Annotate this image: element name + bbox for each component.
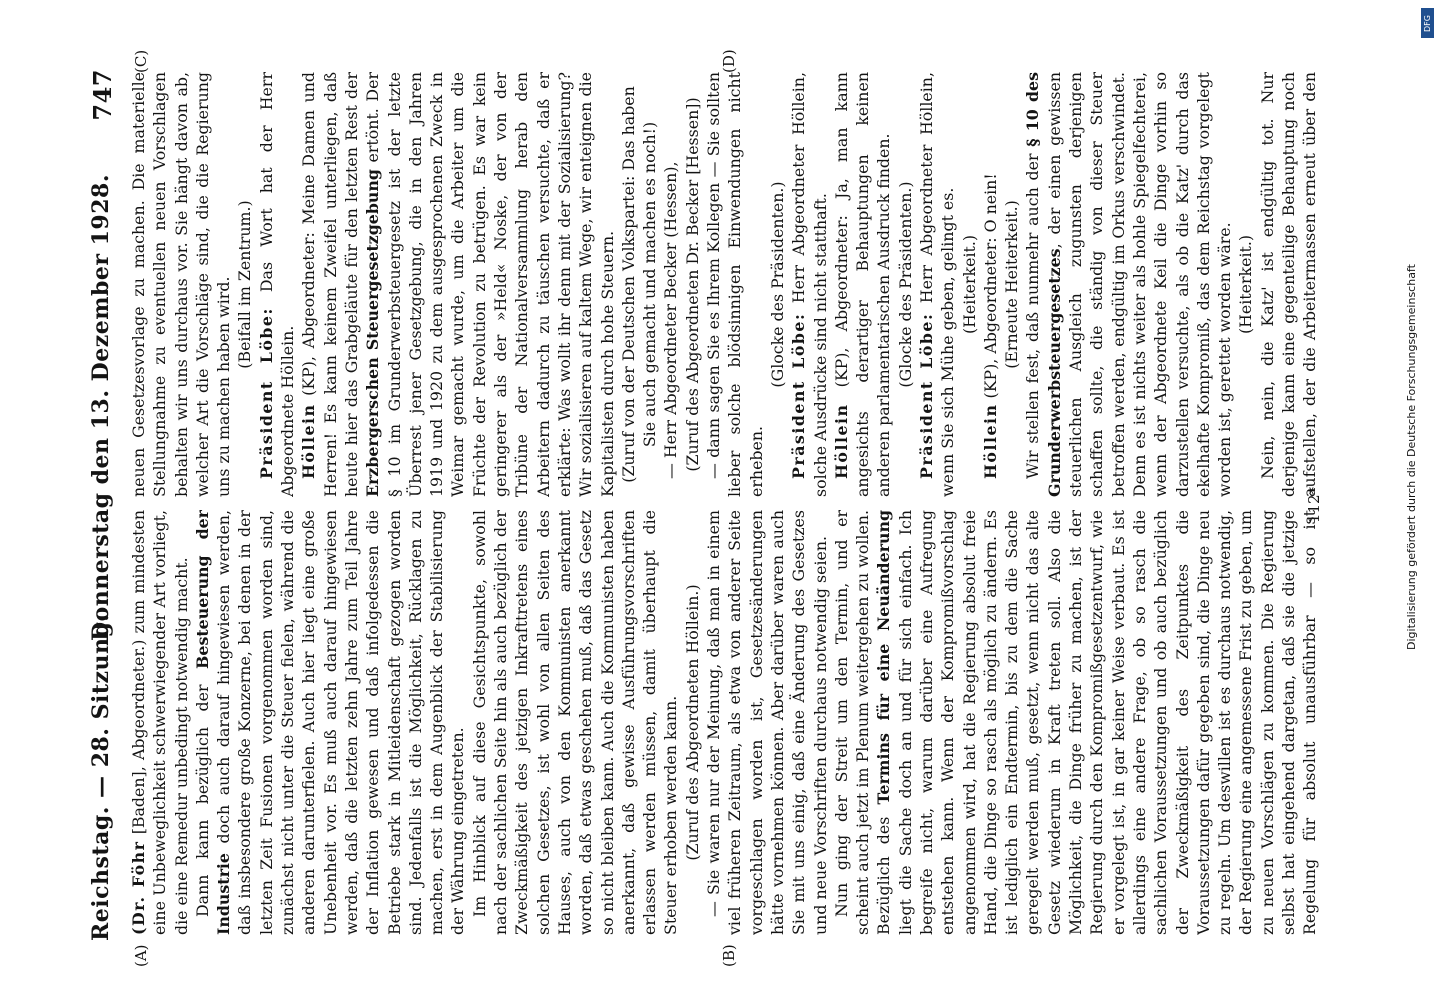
paragraph-text: doch auch darauf hingewiesen werden, daß insbesondere große Konzerne, bei denen in der letzten Zeit Fusionen vorgenommen worden sind, zunächst nicht unter die Steuer fielen, während die anderen darunterfielen. Auch hier liegt eine große Unebenheit vor. Es muß auch darauf hingewiesen werden, daß die letzten zehn Jahre zum Teil Jahre der Inflation gewesen und daß infolgedessen die Betriebe stark in Mitleidenschaft gezogen worden sind. Jedenfalls ist die Möglichkeit, Rücklagen zu machen, erst in dem Augenblick der Stabilisierung der Währung eingetreten. (214, 510, 468, 935)
speaker-name: Präsident Löbe: (256, 307, 276, 479)
paragraph: Im Hinblick auf diese Gesichtspunkte, sowohl nach der sachlichen Seite hin als auch bezüglich der Zweckmäßigkeit des jetzigen Inkrafttretens eines solchen Gesetzes, ist wohl von allen Seiten des Hauses, auch von den Kommunisten anerkannt worden, daß etwas geschehen muß, daß das Gesetz so nicht bleiben kann. Auch die Kommunisten haben anerkannt, daß gewisse Ausführungsvorschriften erlassen werden müssen, damit überhaupt die Steuer erhoben werden kann. (469, 510, 681, 935)
paragraph-text: Wir stellen fest, daß nunmehr auch der (1023, 146, 1043, 479)
page-header (88, 69, 124, 941)
paragraph (980, 72, 1001, 497)
interjection: (Erneute Heiterkeit.) (1002, 200, 1022, 369)
paragraph: — dann sagen Sie es Ihrem Kollegen — Sie sollten lieber solche blödsinnigen Einwendungen nicht erheben. (704, 72, 766, 497)
interjection: (Glocke des Präsidenten.) (767, 181, 787, 388)
paragraph (192, 510, 469, 935)
speaker-name: (Dr. Föhr (129, 840, 148, 935)
paragraph-text: (KP), Abgeordneter: O nein! (980, 173, 1000, 404)
emphasis: § 10 des Grunderwerbsteuergesetzes (1023, 72, 1064, 497)
interjection: (Zuruf von der Deutschen Volkspartei: Das haben Sie auch gemacht und machen es noch!) (618, 86, 660, 483)
dfg-logo-text: DFG (1423, 14, 1432, 32)
paragraph-text: Nun ging der Streit um den Termin, und er scheint auch jetzt im Plenum weitergehen zu wollen. Bezüglich des (831, 510, 894, 935)
paragraph (298, 72, 617, 497)
left-column (128, 510, 1323, 935)
paragraph-text: liegt die Sache doch an und für sich einfach. Ich begreife nicht, warum darüber eine Aufregung entstehen kann. Wenn der Kompromißvorschlag angenommen wird, hat die Regierung absolut freie Hand, die Dinge so rasch als möglich zu ändern. Es ist lediglich ein Endtermin, bis zu dem die Sache geregelt werden muß, gesetzt, wenn nicht das alte Gesetz wiederum in Kraft treten soll. Also die Möglichkeit, die Dinge früher zu machen, ist der Regierung durch den Kompromißgesetzentwurf, wie er vorgelegt ist, in gar keiner Weise verbaut. Es ist allerdings eine andere Frage, ob so rasch die sachlichen Voraussetzungen und ob auch bezüglich der Zweckmäßigkeit des Zeitpunktes die Voraussetzungen dafür gegeben sind, die Dinge neu zu regeln. Um deswillen ist es durchaus notwendig, der Regierung eine angemessene Frist zu geben, um zu neuen Vorschlägen zu kommen. Die Regierung selbst hat eingehend dargetan, daß sie die jetzige Regelung für absolut unausführbar — so ist (895, 510, 1320, 935)
interjection: (Heiterkeit.) (959, 234, 979, 335)
page-footer: 112* (1305, 486, 1323, 524)
header-date: Donnerstag den 13. Dezember 1928. (88, 173, 114, 641)
paragraph: — Herr Abgeordneter Becker (Hessen), (661, 161, 681, 479)
emphasis: Erzbergerschen Steuergesetzgebung (363, 169, 383, 497)
emphasis: Besteuerung der Industrie (192, 510, 234, 935)
paragraph-text: Das Wort hat der Herr Abgeordnete Höllein. (256, 72, 298, 497)
interjection: (Zuruf des Abgeordneten Höllein.) (682, 584, 702, 861)
page-number: 747 (88, 69, 117, 121)
paragraph-text: , der einen gewissen steuerlichen Ausgleich zugunsten derjenigen schaffen sollte, die ständig von dieser Steuer betroffen werden, endgültig im Orkus verschwindet. Denn es ist nichts weiter als hohle Spiegelfechterei, wenn der Abgeordnete Keil die Dinge vorhin so darzustellen versuchte, als ob die Katz' durch das ekelhafte Kompromiß, das dem Reichstag vorgelegt worden ist, gerettet worden wäre. (1044, 72, 1235, 497)
paragraph: neuen Gesetzesvorlage zu machen. Die materielle Stellungnahme zu eventuellen neuen Vorschlagen behalten wir uns durchaus vor. Sie hängt davon ab, welcher Art die Vorschläge sind, die die Regierung uns zu machen haben wird. (129, 72, 234, 497)
paragraph-text: Herr Abgeordneter Höllein, solche Ausdrücke sind nicht statthaft. (789, 72, 830, 497)
rotated-page (80, 49, 1330, 967)
speaker-name: Höllein (299, 403, 319, 479)
paragraph: Nein, nein, die Katz' ist endgültig tot. Nur derjenige kann eine gegenteilige Behauptung noch aufstellen, der die Arbeitermassen erneut über den (1257, 72, 1320, 497)
paragraph: — Sie waren nur der Meinung, daß man in einem viel früheren Zeitraum, als etwa von anderer Seite vorgeschlagen worden ist, Gesetzesänderungen hätte vornehmen können. Aber darüber waren auch Sie mit uns einig, daß eine Änderung des Gesetzes und neue Vorschriften durchaus notwendig seien. (704, 510, 830, 935)
marker-b: (B) (720, 944, 738, 967)
digitization-text: Digitalisierung gefördert durch die Deutsche Forschungsgemeinschaft (1405, 264, 1418, 650)
header-left: Reichstag. — 28. Sitzung. (88, 613, 114, 941)
paragraph-text: ertönt. Der § 10 im Grunderwerbsteuergesetz ist der letzte Überrest jener Gesetzgebung, die in den Jahren 1919 und 1920 zu dem ausgesprochenen Zweck in Weimar gemacht wurde, um die Arbeiter um die Früchte der Revolution zu betrügen. Es war kein geringerer als der »Held« Noske, der von der Tribüne der Nationalversammlung herab den Arbeitern dadurch zu täuschen versuchte, daß er erklärte: Was wollt ihr denn mit der Sozialisierung? Wir sozialisieren auf kaltem Wege, wir enteignen die Kapitalisten durch hohe Steuern. (363, 72, 617, 497)
paragraph (916, 72, 959, 497)
paragraph-text: [Baden], Abgeordneter.) zum mindesten eine Unbeweglichkeit schwerwiegender Art vorliegt, die eine Remedur unbedingt notwendig macht. (129, 510, 191, 935)
marker-a: (A) (132, 944, 150, 967)
speaker-name: Präsident Löbe: (789, 312, 809, 479)
dfg-logo (1421, 8, 1434, 38)
marker-c: (C) (132, 49, 150, 73)
paragraph (788, 72, 831, 497)
paragraph-text: (KP), Abgeordneter: Ja, man kann angesichts derartiger Behauptungen keinen anderen parlamentarischen Ausdruck finden. (831, 72, 894, 497)
paragraph (831, 510, 1323, 935)
emphasis: Termins für eine Neuänderung (874, 510, 894, 805)
paragraph-text: (KP), Abgeordneter: Meine Damen und Herren! Es kann keinem Zweifel unterliegen, daß heute hier das Grabgeläute für den letzten Rest der (299, 72, 361, 497)
speaker-name: Höllein (980, 403, 1000, 479)
paragraph (1022, 72, 1235, 497)
digitization-note (1405, 40, 1425, 650)
paragraph (128, 510, 192, 935)
paragraph (831, 72, 895, 497)
interjection: (Heiterkeit.) (1236, 234, 1256, 335)
interjection: (Zuruf des Abgeordneten Dr. Becker [Hessen]) (682, 97, 702, 472)
marker-d: (D) (720, 49, 738, 73)
interjection: (Beifall im Zentrum.) (235, 200, 255, 369)
speaker-name: Präsident Löbe: (916, 312, 936, 479)
paragraph-text: Dann kann bezüglich der (192, 668, 212, 917)
paragraph-text: Herr Abgeordneter Höllein, wenn Sie sich Mühe geben, gelingt es. (916, 72, 958, 497)
paragraph (256, 72, 299, 497)
speaker-name: Höllein (831, 403, 851, 479)
interjection: (Glocke des Präsidenten.) (895, 181, 915, 388)
right-column (128, 72, 1323, 497)
